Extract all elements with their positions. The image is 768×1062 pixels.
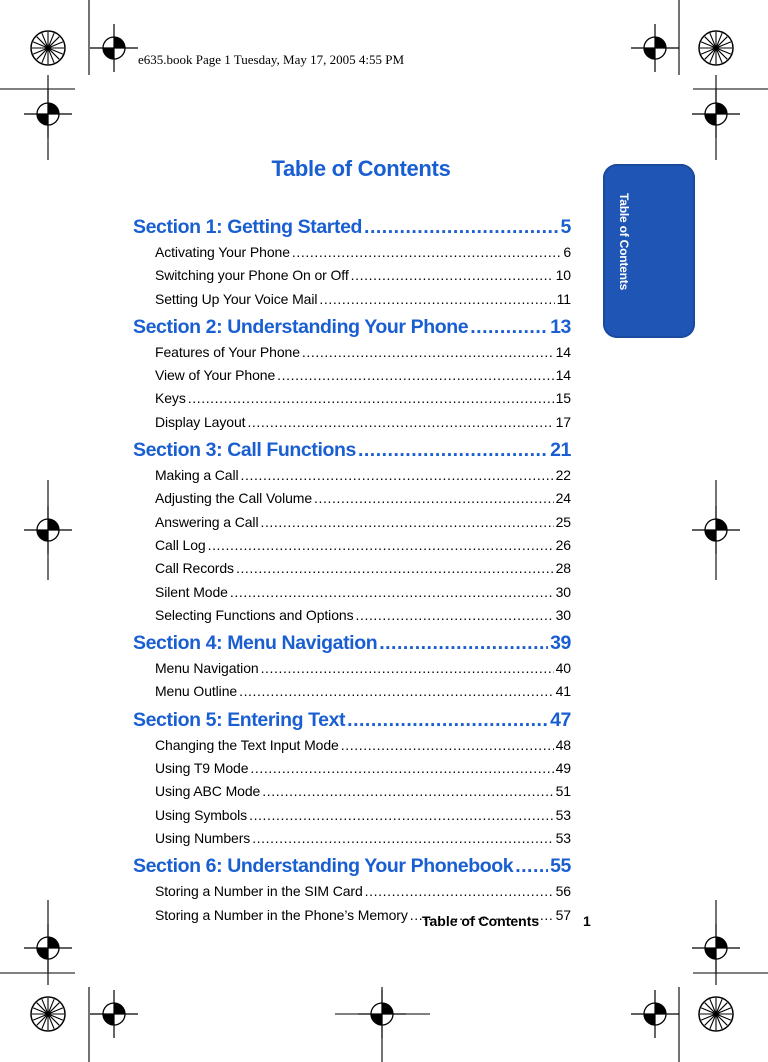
toc-entry-label: Changing the Text Input Mode [155,736,339,753]
toc-entry[interactable] [133,607,571,630]
leader-dots [302,344,554,360]
leader-dots [260,514,553,530]
footer-title: Table of Contents [422,913,540,929]
toc-entry-page: 30 [555,606,571,623]
leader-dots [250,760,553,776]
toc-entry-page: 48 [555,736,571,753]
toc-section[interactable] [133,314,571,344]
leader-dots [292,244,561,260]
toc-entry-page: 51 [555,783,571,800]
toc-entry-page: 22 [555,467,571,484]
toc-entry-label: Menu Outline [155,683,238,700]
toc-entry-label: Activating Your Phone [155,244,290,260]
toc-entry[interactable] [133,490,571,513]
toc-entry[interactable] [133,514,571,537]
toc-section-page: 55 [550,855,571,878]
toc-entry[interactable] [133,584,571,607]
toc-entry[interactable] [133,267,571,290]
toc-entry[interactable] [133,560,571,583]
toc-entry-page: 49 [555,760,571,777]
leader-dots [319,291,554,307]
leader-dots [347,709,548,732]
leader-dots [379,632,548,655]
toc-entry[interactable] [133,467,571,490]
toc-entry-label: Using ABC Mode [155,783,261,800]
toc-entry-page: 6 [563,244,571,260]
toc-entry-page: 53 [555,829,571,846]
toc-section-page: 39 [550,632,571,655]
toc-section-page: 21 [550,439,571,462]
toc-entry[interactable] [133,344,571,367]
toc-entry-label: Storing a Number in the Phone’s Memory [155,906,408,923]
toc-entry-page: 57 [555,906,571,923]
toc-entry[interactable] [133,830,571,853]
toc-entry-page: 53 [555,806,571,823]
toc-entry-label: Adjusting the Call Volume [155,490,313,507]
side-tab-label: Table of Contents [617,193,631,291]
toc-entry-page: 15 [555,390,571,407]
toc-section[interactable] [133,437,571,467]
leader-dots [208,537,554,553]
leader-dots [358,439,548,462]
toc-entry-page: 56 [555,883,571,900]
toc-entry[interactable] [133,414,571,437]
leader-dots [364,216,559,239]
toc-entry[interactable] [133,390,571,413]
toc-entry-label: Menu Navigation [155,660,259,677]
print-header-stamp: e635.book Page 1 Tuesday, May 17, 2005 4:55 PM [138,52,405,67]
toc-entry-label: View of Your Phone [155,367,276,384]
toc-entry[interactable] [133,244,571,267]
toc-entry[interactable] [133,367,571,390]
footer-page-number: 1 [583,913,591,929]
toc-entry-label: Call Records [155,560,234,577]
toc-entry[interactable] [133,683,571,706]
leader-dots [365,883,554,899]
toc-entry-label: Making a Call [155,467,239,484]
toc-entry[interactable] [133,760,571,783]
toc-entry-label: Using Symbols [155,806,248,823]
leader-dots [262,783,553,799]
toc-entry-page: 14 [555,343,571,360]
leader-dots [230,584,554,600]
leader-dots [261,660,554,676]
toc-entry-page: 11 [556,290,571,307]
toc-entry-label: Using Numbers [155,829,251,846]
table-of-contents [133,214,571,930]
toc-entry-label: Answering a Call [155,513,259,530]
toc-entry-label: Silent Mode [155,583,228,600]
leader-dots [314,490,554,506]
toc-entry-label: Features of Your Phone [155,343,300,360]
toc-section-page: 5 [560,216,571,238]
leader-dots [341,737,554,753]
toc-entry-page: 28 [555,560,571,577]
toc-entry-label: Selecting Functions and Options [155,606,354,623]
toc-section-label: Section 5: Entering Text [133,708,346,731]
leader-dots [239,683,554,699]
toc-entry-label: Display Layout [155,413,246,430]
toc-entry[interactable] [133,883,571,906]
toc-entry-label: Switching your Phone On or Off [155,267,349,284]
toc-section[interactable] [133,630,571,660]
leader-dots [515,855,548,878]
leader-dots [252,830,553,846]
toc-entry-page: 24 [555,490,571,507]
toc-entry-page: 41 [555,683,571,700]
toc-entry[interactable] [133,660,571,683]
toc-section-label: Section 3: Call Functions [133,439,356,462]
leader-dots [247,414,553,430]
leader-dots [241,467,554,483]
toc-entry[interactable] [133,807,571,830]
toc-entry[interactable] [133,291,571,314]
toc-entry[interactable] [133,537,571,560]
toc-section-label: Section 1: Getting Started [133,216,363,238]
toc-entry[interactable] [133,783,571,806]
toc-section[interactable] [133,853,571,883]
toc-entry-label: Call Log [155,536,206,553]
toc-entry-label: Setting Up Your Voice Mail [155,290,318,307]
toc-section-label: Section 6: Understanding Your Phonebook [133,855,514,878]
leader-dots [277,367,553,383]
leader-dots [355,607,553,623]
leader-dots [249,807,554,823]
toc-entry-page: 10 [555,267,571,284]
toc-entry-page: 40 [555,660,571,677]
toc-entry[interactable] [133,737,571,760]
toc-section-label: Section 4: Menu Navigation [133,632,378,655]
toc-entry-page: 30 [555,583,571,600]
toc-section-page: 47 [550,708,571,731]
toc-entry-page: 26 [555,536,571,553]
leader-dots [351,267,554,283]
toc-entry-label: Using T9 Mode [155,760,249,777]
toc-entry-label: Storing a Number in the SIM Card [155,883,363,900]
toc-section[interactable] [133,214,571,244]
toc-section-label: Section 2: Understanding Your Phone [133,315,469,338]
page-title: Table of Contents [271,156,451,181]
toc-entry-page: 14 [555,367,571,384]
toc-section-page: 13 [550,315,571,338]
toc-entry-page: 17 [555,413,571,430]
toc-entry-label: Keys [155,390,186,407]
toc-section[interactable] [133,707,571,737]
leader-dots [188,390,554,406]
leader-dots [236,560,554,576]
leader-dots [470,316,548,339]
toc-entry-page: 25 [555,513,571,530]
